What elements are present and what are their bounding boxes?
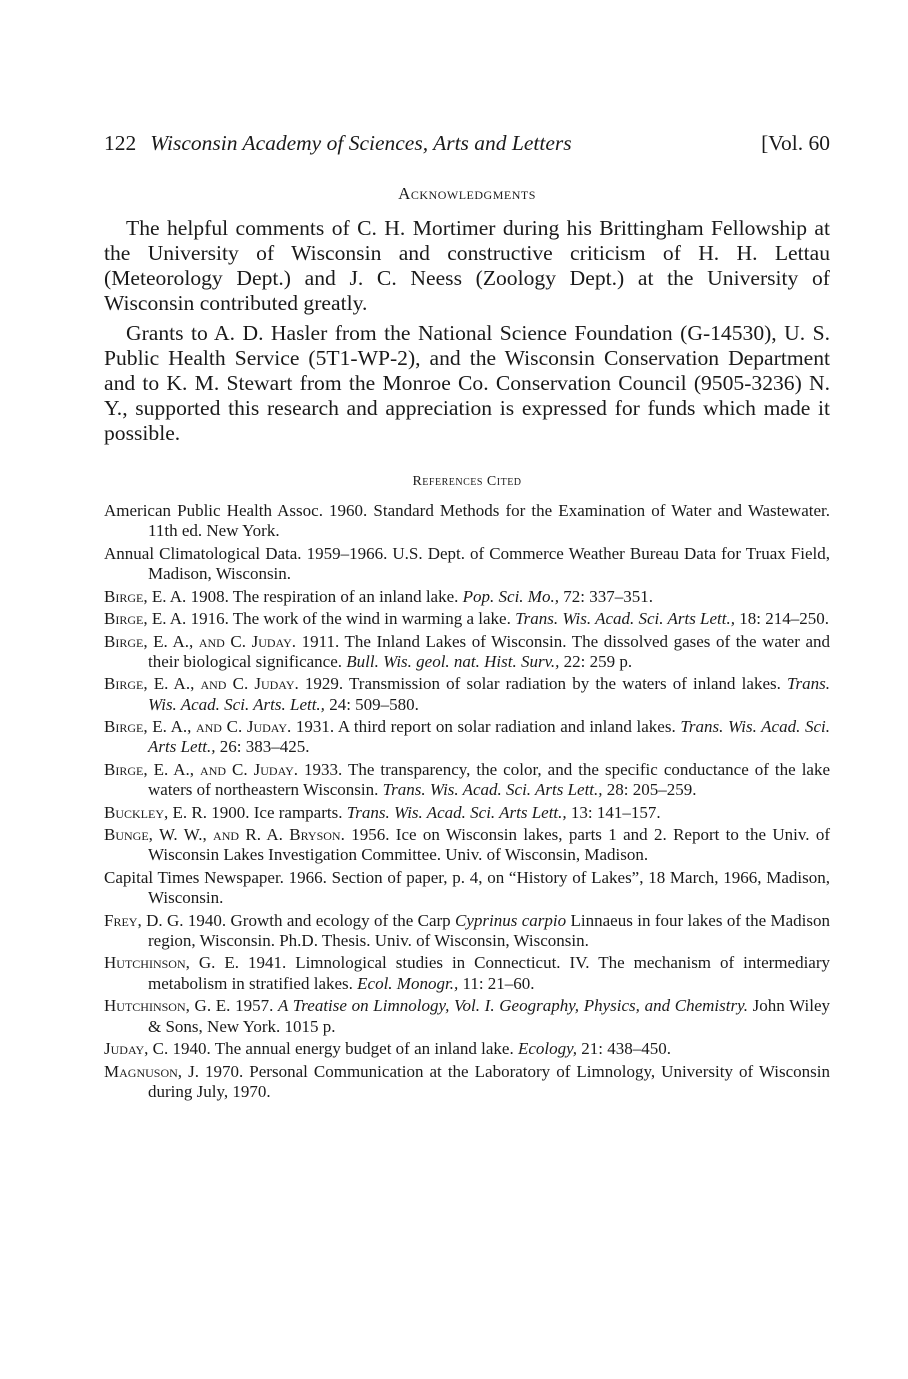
reference-volume: 24: 509–580. (324, 694, 419, 714)
reference-item (104, 674, 830, 715)
reference-journal: Pop. Sci. Mo., (462, 586, 559, 606)
reference-author: Birge, E. A., and C. Juday. (104, 717, 292, 737)
acknowledgments-paragraph: Grants to A. D. Hasler from the National Science Foundation (G-14530), U. S. Public Health Service (5T1-WP-2), and the Wisconsin Conservation Department and to K. M. Stewart from the Monroe Co. Conservation Council (9505-3236) N. Y., supported this research and appreciation is expressed for funds which made it possible. (104, 321, 830, 445)
journal-title: Wisconsin Academy of Sciences, Arts and Letters (150, 131, 572, 155)
reference-volume: 21: 438–450. (576, 1039, 671, 1059)
reference-item (104, 717, 830, 758)
acknowledgments-paragraph: The helpful comments of C. H. Mortimer during his Brittingham Fellowship at the University of Wisconsin and constructive criticism of H. H. Lettau (Meteorology Dept.) and J. C. Neess (Zoology Dept.) at the University of Wisconsin contributed greatly. (104, 216, 830, 315)
reference-volume: 18: 214–250. (735, 609, 829, 629)
reference-journal: Trans. Wis. Acad. Sci. Arts Lett., (515, 609, 736, 629)
reference-journal: Ecol. Monogr., (357, 973, 459, 993)
reference-text: Capital Times Newspaper. 1966. Section of paper, p. 4, on “History of Lakes”, 18 March, 1966, Madison, Wisconsin. (104, 867, 830, 908)
acknowledgments-body (104, 216, 830, 446)
reference-text: 1900. Ice ramparts. (206, 802, 347, 822)
reference-item (104, 953, 830, 994)
reference-text: 1931. A third report on solar radiation and inland lakes. (291, 717, 681, 737)
reference-text: American Public Health Assoc. 1960. Standard Methods for the Examination of Water and Wastewater. 11th ed. New York. (104, 501, 830, 541)
reference-author: Hutchinson, G. E. (104, 996, 231, 1016)
reference-volume: 13: 141–157. (566, 802, 661, 822)
reference-item (104, 760, 830, 801)
reference-text: 1940. The annual energy budget of an inland lake. (168, 1039, 518, 1059)
reference-text: Annual Climatological Data. 1959–1966. U.S. Dept. of Commerce Weather Bureau Data for Truax Field, Madison, Wisconsin. (104, 543, 830, 584)
reference-volume: John Wiley & Sons, New York. 1015 p. (148, 996, 831, 1036)
references-heading: References Cited (412, 474, 522, 489)
reference-author: Birge, E. A., and C. Juday. (104, 674, 299, 694)
reference-journal: A Treatise on Limnology, Vol. I. Geography, Physics, and Chemistry. (278, 996, 748, 1016)
reference-author: Birge, E. A., and C. Juday. (104, 631, 297, 651)
reference-item (104, 632, 830, 673)
reference-author: Juday, C. (104, 1039, 169, 1059)
reference-text: 1956. Ice on Wisconsin lakes, parts 1 and 2. Report to the Univ. of Wisconsin Lakes Investigation Committee. Univ. of Wisconsin, Madison. (148, 825, 830, 865)
reference-item (104, 996, 830, 1037)
reference-author: Birge, E. A., and C. Juday. (104, 759, 299, 779)
reference-item (104, 1062, 830, 1103)
reference-item (104, 911, 830, 952)
reference-text: 1957. (230, 996, 279, 1016)
reference-text: 1911. The Inland Lakes of Wisconsin. The dissolved gases of the water and their biological significance. (148, 631, 830, 671)
reference-text: 1933. The transparency, the color, and the specific conductance of the lake waters of northeastern Wisconsin. (148, 759, 831, 800)
reference-item (104, 868, 830, 909)
reference-text: 1941. Limnological studies in Connecticut. IV. The mechanism of intermediary metabolism in stratified lakes. (148, 953, 830, 993)
reference-text: 1929. Transmission of solar radiation by the waters of inland lakes. (298, 674, 787, 694)
reference-item (104, 501, 830, 542)
reference-volume: 26: 383–425. (215, 737, 310, 757)
page (104, 128, 830, 1104)
running-head (104, 128, 830, 158)
acknowledgments-heading: Acknowledgments (398, 184, 536, 203)
reference-text: 1916. The work of the wind in warming a lake. (186, 609, 516, 629)
reference-item (104, 803, 830, 823)
reference-volume: 72: 337–351. (558, 586, 653, 606)
page-number: 122 (104, 131, 137, 155)
reference-author: Bunge, W. W., and R. A. Bryson. (104, 825, 345, 845)
reference-volume: Linnaeus in four lakes of the Madison region, Wisconsin. Ph.D. Thesis. Univ. of Wisconsin, Wisconsin. (148, 910, 830, 950)
reference-volume: 11: 21–60. (458, 973, 535, 993)
reference-item (104, 587, 830, 607)
reference-text: 1908. The respiration of an inland lake. (186, 586, 463, 606)
reference-journal: Trans. Wis. Acad. Sci. Arts. Lett., (148, 674, 830, 714)
reference-author: Birge, E. A. (104, 586, 187, 606)
reference-author: Buckley, E. R. (104, 802, 207, 822)
volume-number: [Vol. 60 (761, 131, 830, 155)
reference-text: 1940. Growth and ecology of the Carp (183, 910, 456, 930)
reference-author: Hutchinson, G. E. (104, 953, 239, 973)
reference-author: Frey, D. G. (104, 910, 184, 930)
reference-journal: Cyprinus carpio (455, 910, 567, 930)
reference-item (104, 825, 830, 866)
reference-item (104, 1039, 830, 1059)
reference-journal: Trans. Wis. Acad. Sci. Arts Lett., (148, 717, 830, 757)
reference-author: Birge, E. A. (104, 609, 187, 629)
reference-item (104, 609, 830, 629)
reference-journal: Trans. Wis. Acad. Sci. Arts Lett., (382, 780, 603, 800)
references-list (104, 501, 830, 1102)
reference-journal: Trans. Wis. Acad. Sci. Arts Lett., (346, 802, 567, 822)
reference-volume: 22: 259 p. (559, 651, 633, 671)
reference-author: Magnuson, J. (104, 1061, 199, 1081)
reference-volume: 28: 205–259. (602, 780, 697, 800)
reference-item (104, 544, 830, 585)
reference-text: 1970. Personal Communication at the Laboratory of Limnology, University of Wisconsin during July, 1970. (148, 1061, 830, 1101)
reference-journal: Bull. Wis. geol. nat. Hist. Surv., (346, 651, 560, 671)
reference-journal: Ecology, (517, 1039, 577, 1059)
